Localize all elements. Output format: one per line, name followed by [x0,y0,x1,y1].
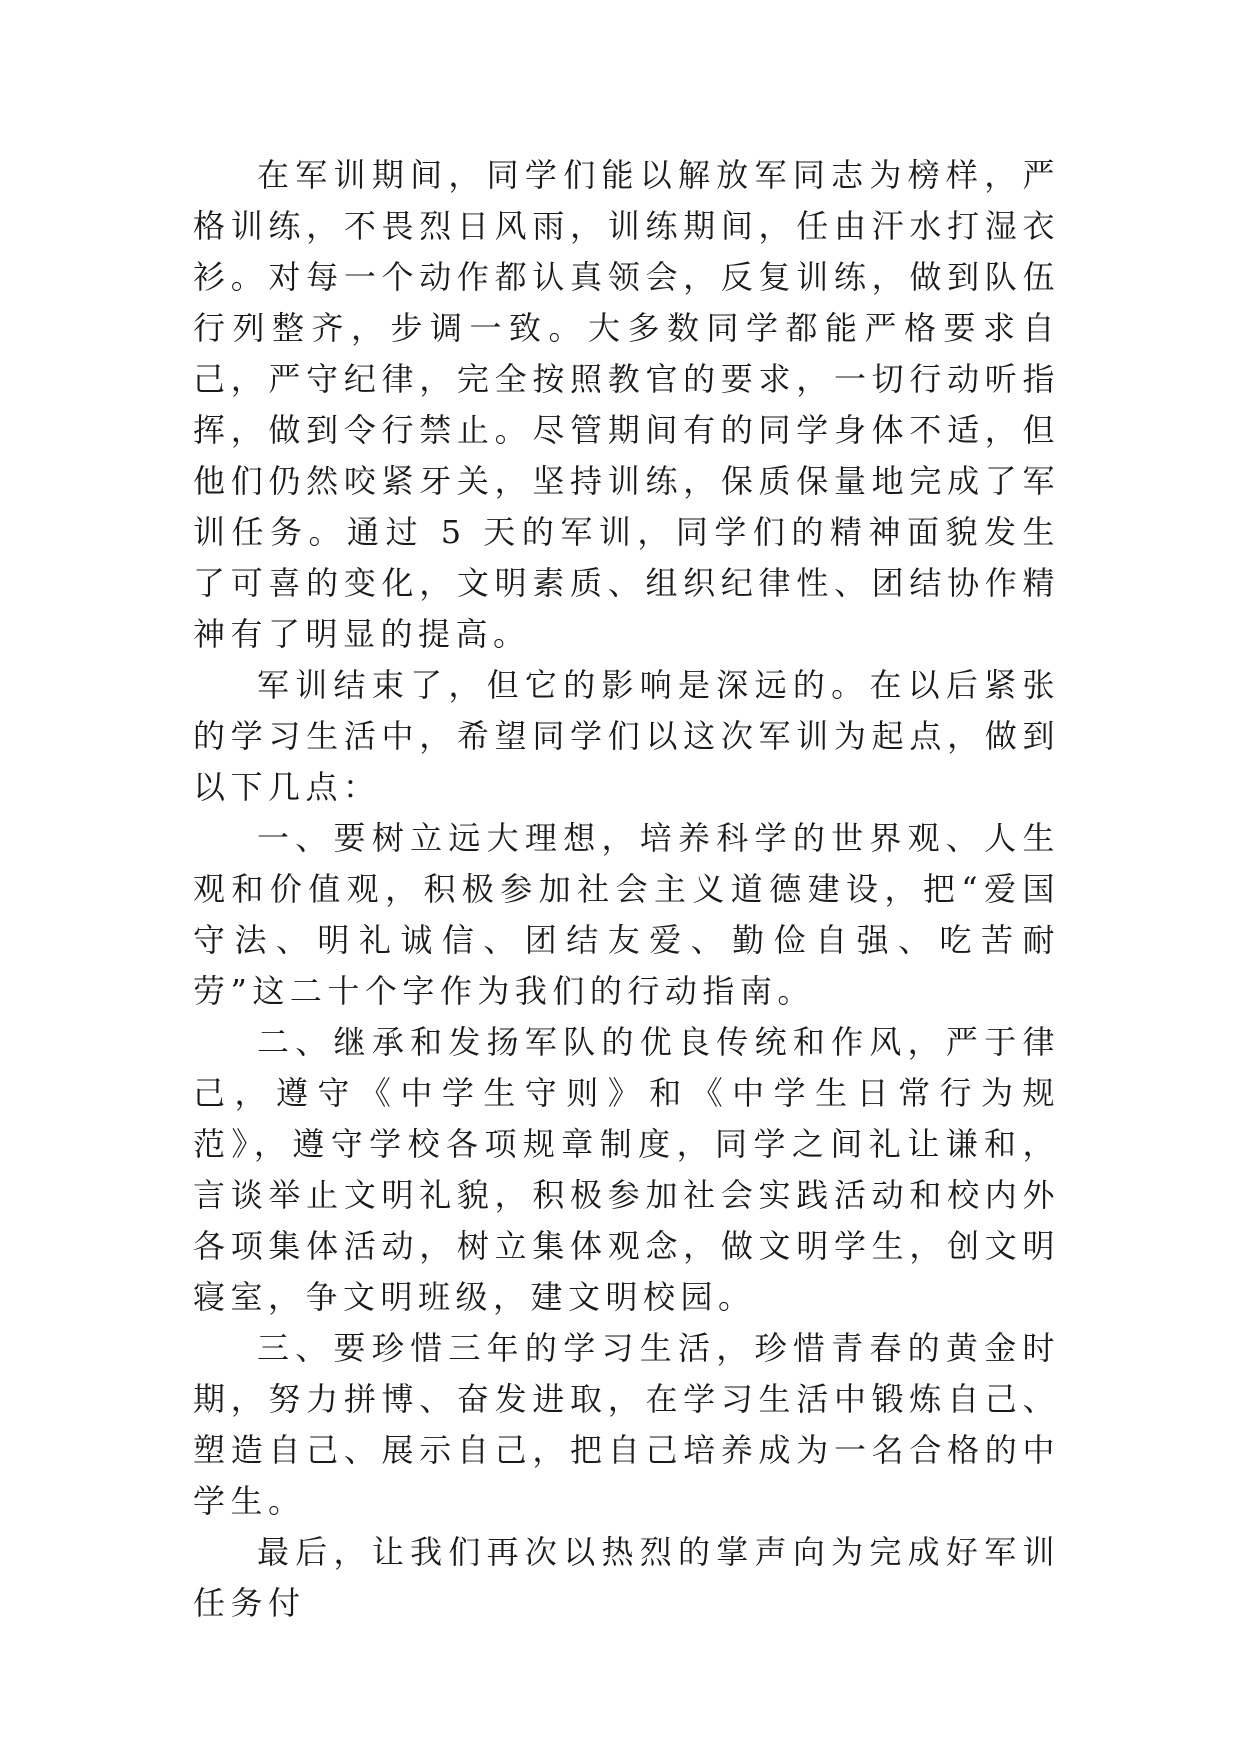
paragraph-point-one: 一、要树立远大理想，培养科学的世界观、人生观和价值观，积极参加社会主义道德建设，把“爱国守法、明礼诚信、团结友爱、勤俭自强、吃苦耐劳”这二十个字作为我们的行动指南。 [193,819,1060,1010]
paragraph-point-two: 二、继承和发扬军队的优良传统和作风，严于律己，遵守《中学生守则》和《中学生日常行为规范》，遵守学校各项规章制度，同学之间礼让谦和，言谈举止文明礼貌，积极参加社会实践活动和校内外各项集体活动，树立集体观念，做文明学生，创文明寝室，争文明班级，建文明校园。 [193,1023,1060,1316]
paragraph-closing: 最后，让我们再次以热烈的掌声向为完成好军训任务付 [193,1533,1060,1622]
paragraph-point-three: 三、要珍惜三年的学习生活，珍惜青春的黄金时期，努力拼博、奋发进取，在学习生活中锻炼自己、塑造自己、展示自己，把自己培养成为一名合格的中学生。 [193,1329,1060,1520]
paragraph-military-training-summary: 在军训期间，同学们能以解放军同志为榜样，严格训练，不畏烈日风雨，训练期间，任由汗水打湿衣衫。对每一个动作都认真领会，反复训练，做到队伍行列整齐，步调一致。大多数同学都能严格要求自己，严守纪律，完全按照教官的要求，一切行动听指挥，做到令行禁止。尽管期间有的同学身体不适，但他们仍然咬紧牙关，坚持训练，保质保量地完成了军训任务。通过 5 天的军训，同学们的精神面貌发生了可喜的变化，文明素质、组织纪律性、团结协作精神有了明显的提高。 [193,156,1060,653]
document-body [193,150,1060,1629]
paragraph-training-ended: 军训结束了，但它的影响是深远的。在以后紧张的学习生活中，希望同学们以这次军训为起点，做到以下几点： [193,666,1060,806]
